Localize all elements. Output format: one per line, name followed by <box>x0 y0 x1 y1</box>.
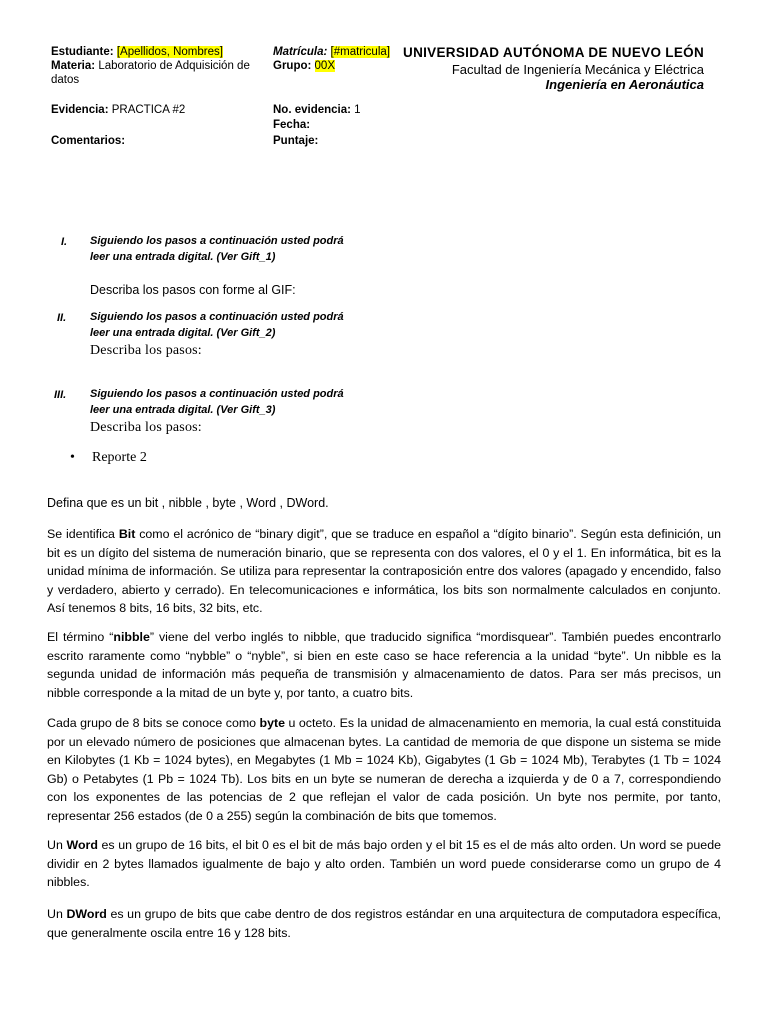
paragraph-text: Un <box>47 838 67 852</box>
evidence-row <box>51 104 185 118</box>
comments-label: Comentarios: <box>51 135 126 147</box>
paragraph-text: u octeto. Es la unidad de almacenamiento en memoria, la cual está constituida por un elevado número de posiciones que almacenan bytes. La cantidad de memoria de que dispone un sistema se mide en Kilobytes (1 Kb = 1024 bytes), en Megabytes (1 Mb = 1024 Kb), Gigabytes (1 Gb = 1024 Mb), Terabytes (1 Tb = 1024 Gb) o Petabytes (1 Pb = 1024 Tb). Los bits en un byte se numeran de derecha a izquierda y de 0 a 7, correspondiendo con los exponentes de las potencias de 2 que reflejan el valor de cada posición. Un byte nos permite, por tanto, representar 256 estados (de 0 a 255) según la combinación de bits que tomemos. <box>47 716 721 823</box>
group-row <box>273 60 335 74</box>
paragraph-text: es un grupo de 16 bits, el bit 0 es el bit de más bajo orden y el bit 15 es el de más alto orden. Un word se puede dividir en 2 bytes llamados igualmente de bajo y alto orden. También un word puede considerarse como un grupo de 4 nibbles. <box>47 838 721 889</box>
paragraph-word <box>47 836 721 892</box>
evidence-no-row <box>273 104 361 118</box>
matricula-row <box>273 46 390 60</box>
matricula-label: Matrícula: <box>273 46 328 58</box>
paragraph-nibble <box>47 628 721 702</box>
item-number: II. <box>57 312 67 324</box>
student-row <box>51 46 256 60</box>
subject-value: Laboratorio de Adquisición de datos <box>51 60 250 86</box>
paragraph-dword <box>47 905 721 942</box>
group-value: 00X <box>314 60 335 72</box>
item-number: III. <box>54 389 67 401</box>
term: Word <box>66 838 98 852</box>
paragraph-text: es un grupo de bits que cabe dentro de dos registros estándar en una arquitectura de computadora específica, que generalmente oscila entre 16 y 128 bits. <box>47 907 721 940</box>
bullet-icon: • <box>70 450 75 465</box>
term: byte <box>259 716 286 730</box>
group-label: Grupo: <box>273 60 312 72</box>
item-describe: Describa los pasos: <box>90 420 202 435</box>
paragraph-bit <box>47 525 721 618</box>
subject-label: Materia: <box>51 60 96 72</box>
paragraph-text: Se identifica <box>47 527 119 541</box>
report-question: Defina que es un bit , nibble , byte , Word , DWord. <box>47 496 329 510</box>
program-name: Ingeniería en Aeronáutica <box>545 77 704 92</box>
evidence-label: Evidencia: <box>51 104 109 116</box>
item-describe: Describa los pasos: <box>90 343 202 358</box>
date-label: Fecha: <box>273 119 311 131</box>
score-label: Puntaje: <box>273 135 319 147</box>
item-describe: Describa los pasos con forme al GIF: <box>90 283 296 297</box>
subject-row <box>51 60 256 87</box>
item-instruction: Siguiendo los pasos a continuación usted podrá leer una entrada digital. (Ver Gift_1) <box>90 235 344 263</box>
paragraph-text: como el acrónico de “binary digit”, que se traduce en español a “dígito binario”. Según esta definición, un bit es un dígito del sistema de numeración binario, que se representa con dos valores, el 0 y el 1. En informática, bit es la unidad mínima de información. Se utiliza para representar la contraposición entre dos valores (apagado y encendido, falso y verdadero, abierto y cerrado). En telecomunicaciones e informática, los bits son normalmente calculados en conjunto. Así tenemos 8 bits, 16 bits, 32 bits, etc. <box>47 527 721 615</box>
evidence-no-value: 1 <box>354 104 361 116</box>
item-instruction: Siguiendo los pasos a continuación usted podrá leer una entrada digital. (Ver Gift_3) <box>90 388 344 416</box>
report-bullet-label: Reporte 2 <box>92 450 147 465</box>
term: nibble <box>113 630 150 644</box>
student-value: [Apellidos, Nombres] <box>116 46 223 58</box>
item-number: I. <box>61 236 68 248</box>
term: Bit <box>118 527 136 541</box>
paragraph-text: Cada grupo de 8 bits se conoce como <box>47 716 260 730</box>
evidence-no-label: No. evidencia: <box>273 104 351 116</box>
term: DWord <box>66 907 107 921</box>
faculty-name: Facultad de Ingeniería Mecánica y Eléctrica <box>451 62 704 77</box>
university-name: UNIVERSIDAD AUTÓNOMA DE NUEVO LEÓN <box>403 45 704 60</box>
paragraph-text: Un <box>47 907 67 921</box>
student-label: Estudiante: <box>51 46 114 58</box>
item-instruction: Siguiendo los pasos a continuación usted podrá leer una entrada digital. (Ver Gift_2) <box>90 311 344 339</box>
paragraph-byte <box>47 714 721 825</box>
evidence-value: PRACTICA #2 <box>111 104 186 116</box>
paragraph-text: El término “ <box>47 630 114 644</box>
paragraph-text: ” viene del verbo inglés to nibble, que traducido significa “mordisquear”. También puedes encontrarlo escrito raramente como “nybble” o “nyble”, si bien en este caso se hace referencia a la unidad “byte”. Un nibble es la segunda unidad de información más pequeña de transmisión y almacenamiento de datos. Para ser más precisos, un nibble corresponde a la mitad de un byte y, por tanto, a cuatro bits. <box>47 630 721 700</box>
matricula-value: [#matricula] <box>330 46 390 58</box>
